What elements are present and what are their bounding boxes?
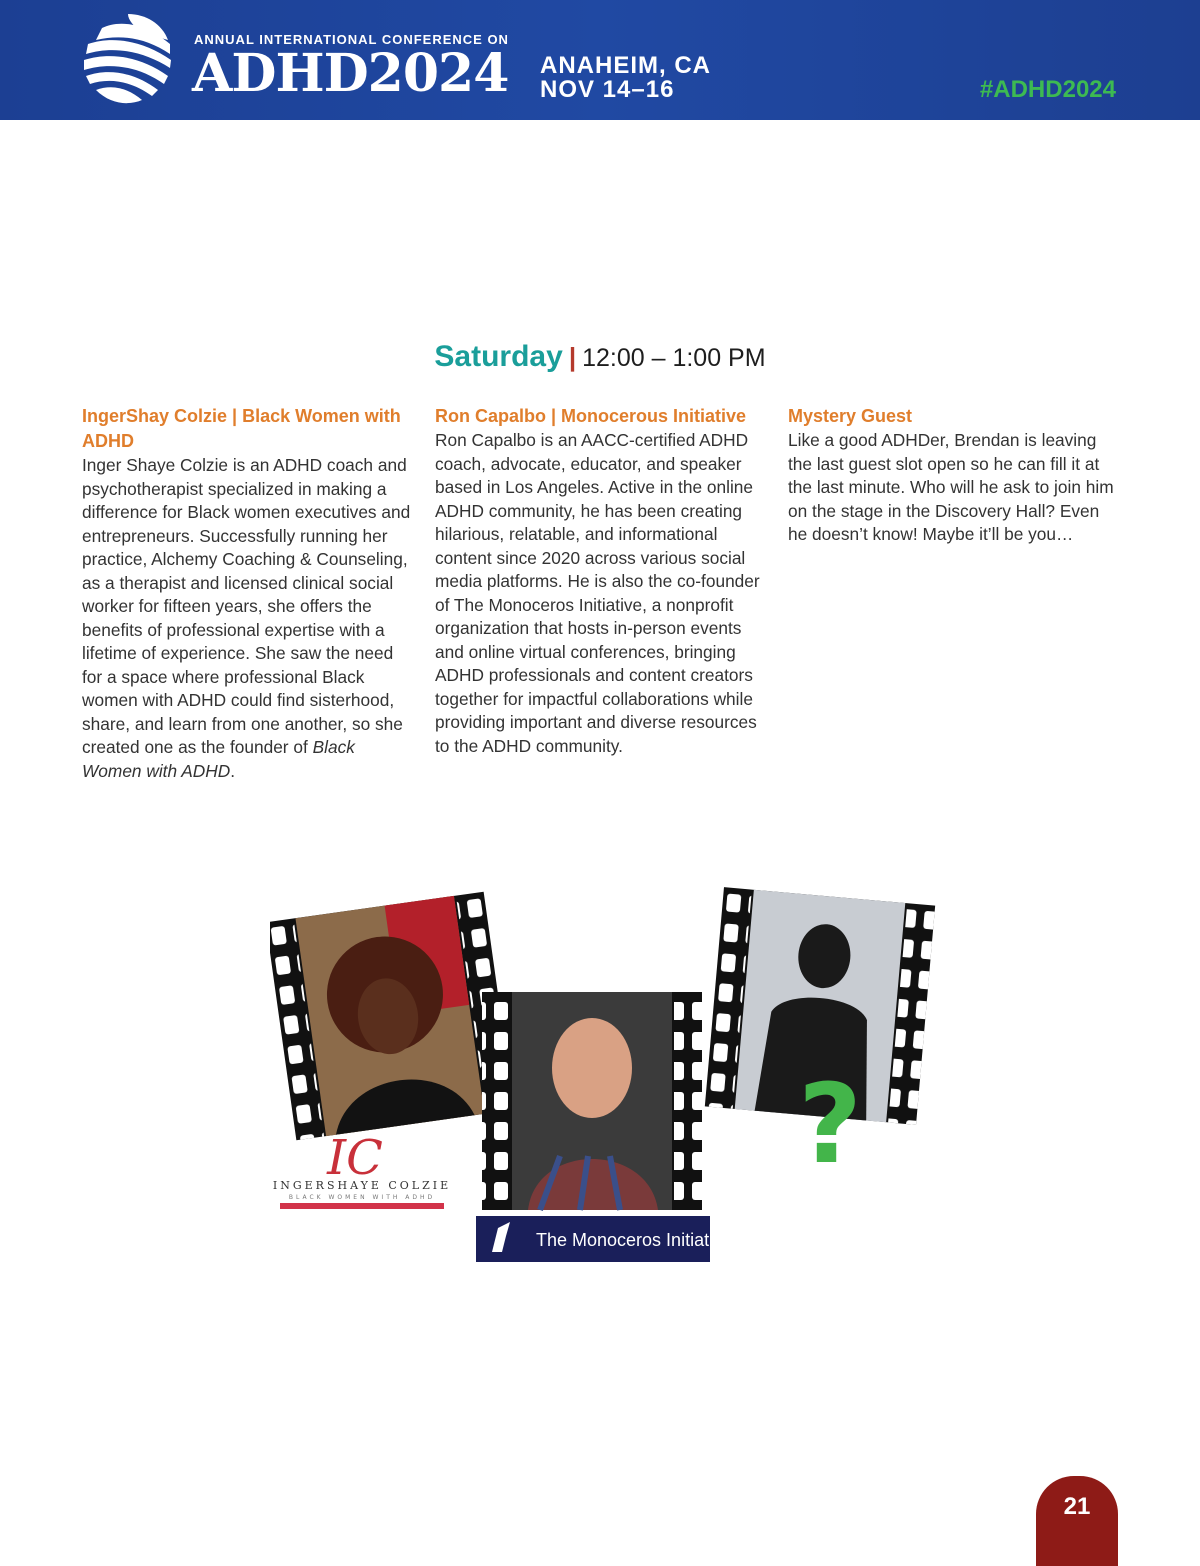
conference-header (0, 0, 1200, 120)
conference-location-dates (540, 54, 711, 102)
session-time: 12:00 – 1:00 PM (582, 344, 766, 372)
speaker-heading: IngerShay Colzie | Black Women with ADHD (82, 406, 401, 451)
speaker-heading: Mystery Guest (788, 406, 913, 426)
speaker-column-capalbo (435, 404, 765, 758)
capalbo-photo (482, 992, 702, 1210)
speaker-bio-end: . (230, 760, 236, 781)
colzie-logo-name: INGERSHAYE COLZIE (272, 1179, 452, 1192)
conference-dates: NOV 14–16 (540, 76, 675, 103)
mystery-question-mark: ? (798, 1060, 862, 1188)
session-separator: | (568, 342, 577, 372)
monoceros-logo-text: The Monoceros Initiative (536, 1230, 733, 1250)
speaker-bio-text: Inger Shaye Colzie is an ADHD coach and psychotherapist specialized in making a difference for Black women executives and entrepreneurs. Successfully running her practice, Alchemy Coaching & Counseling, as a therapist and licensed clinical social worker for fifteen years, she offers the benefits of professional expertise with a lifetime of experience. She saw the need for a space where professional Black women with ADHD could find sisterhood, share, and learn from one another, so she created one as the founder of (82, 455, 411, 757)
monoceros-logo (476, 1216, 732, 1262)
globe-icon (82, 10, 172, 106)
conference-location: ANAHEIM, CA (540, 52, 711, 79)
colzie-logo-tagline: BLACK WOMEN WITH ADHD (288, 1194, 436, 1201)
speaker-column-mystery (788, 404, 1118, 547)
conference-subtitle: ANNUAL INTERNATIONAL CONFERENCE ON (194, 32, 509, 47)
page-number-badge: 21 (1036, 1476, 1118, 1566)
speaker-photo-collage (270, 876, 950, 1276)
colzie-logo-monogram: IC (327, 1130, 383, 1186)
session-heading (0, 340, 1200, 374)
speaker-bio-organization: Black Women with ADHD (82, 737, 355, 781)
colzie-logo (273, 1130, 451, 1209)
speaker-bio (82, 454, 412, 783)
speaker-bio: Like a good ADHDer, Brendan is leaving the last guest slot open so he can fill it at the last minute. Who will he ask to join him on the stage in the Discovery Hall? Even he doesn’t know! Maybe it’ll be you… (788, 430, 1114, 544)
session-day: Saturday (434, 340, 563, 373)
conference-title: ADHD2024 (192, 43, 509, 104)
speaker-bio: Ron Capalbo is an AACC-certified ADHD coach, advocate, educator, and speaker based in Los Angeles. Active in the online ADHD community, he has been creating hilarious, relatable, and informational content since 2020 across various social media platforms. He is also the co-founder of The Monoceros Initiative, a nonprofit organization that hosts in-person events and online virtual conferences, bringing ADHD professionals and content creators together for impactful collaborations while providing important and diverse resources to the ADHD community. (435, 430, 760, 756)
colzie-photo (270, 892, 514, 1140)
speaker-heading: Ron Capalbo | Monocerous Initiative (435, 406, 747, 426)
speaker-column-colzie (82, 404, 412, 783)
conference-hashtag: #ADHD2024 (979, 76, 1116, 103)
